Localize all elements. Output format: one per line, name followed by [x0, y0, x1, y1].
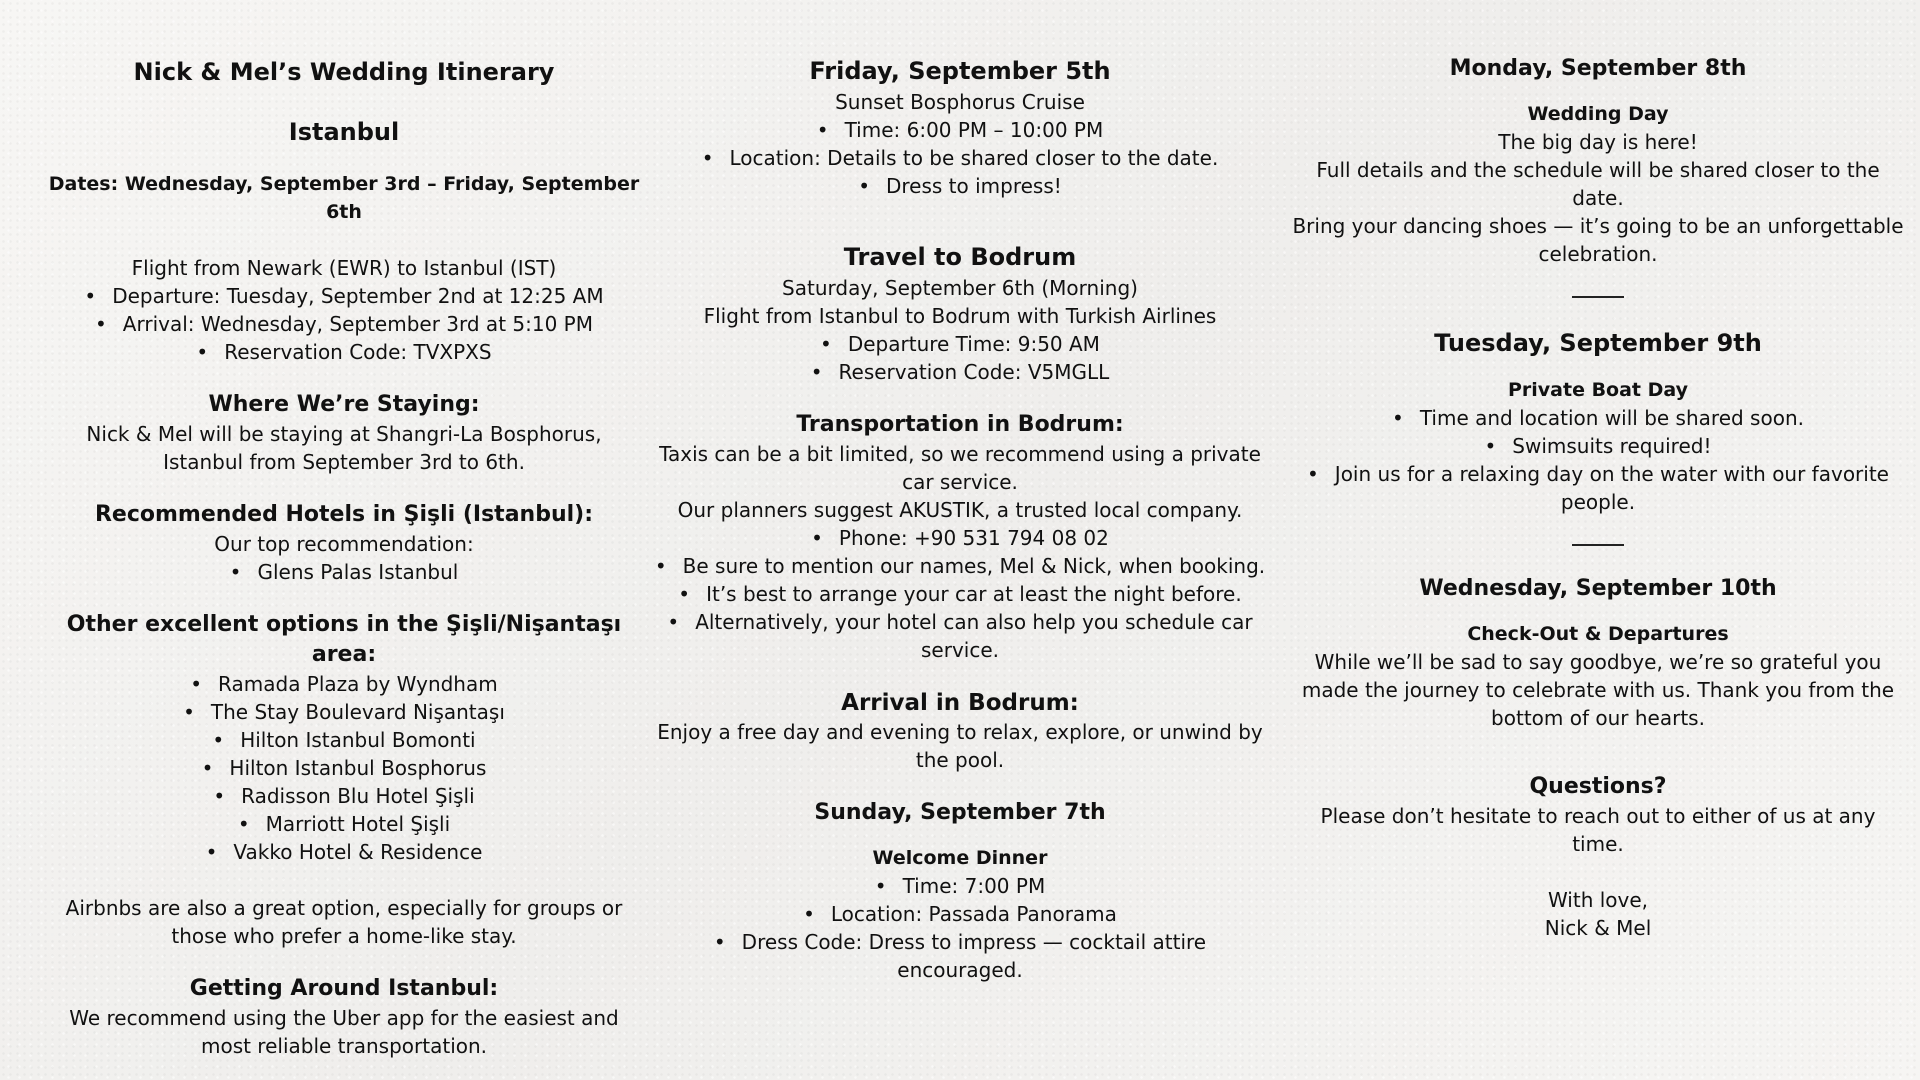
list-item: • Vakko Hotel & Residence: [46, 838, 642, 866]
transport-text-1: Taxis can be a bit limited, so we recommend using a private car service.: [659, 442, 1261, 494]
list-item: • Ramada Plaza by Wyndham: [46, 670, 642, 698]
getting-around-text: We recommend using the Uber app for the easiest and most reliable transportation.: [69, 1006, 619, 1058]
signature: Nick & Mel: [1544, 916, 1652, 940]
monday-line-2: Full details and the schedule will be shared closer to the date.: [1316, 158, 1880, 210]
flight-title: Flight from Newark (EWR) to Istanbul (IST): [131, 256, 557, 280]
list-item: • Radisson Blu Hotel Şişli: [46, 782, 642, 810]
wednesday-text: While we’ll be sad to say goodbye, we’re so grateful you made the journey to celebrate with us. Thank you from the bottom of our hearts.: [1301, 650, 1895, 730]
list-item: • The Stay Boulevard Nişantaşı: [46, 698, 642, 726]
sunday-heading: Sunday, September 7th: [814, 800, 1106, 825]
list-item: • Dress to impress!: [652, 172, 1268, 200]
list-item: • Glens Palas Istanbul: [46, 558, 642, 586]
recommended-intro: Our top recommendation:: [214, 532, 474, 556]
travel-date: Saturday, September 6th (Morning): [782, 276, 1138, 300]
other-options-heading: Other excellent options in the Şişli/Nişantaşı area:: [66, 612, 622, 667]
transport-heading: Transportation in Bodrum:: [796, 412, 1124, 437]
list-item: • Join us for a relaxing day on the water with our favorite people.: [1292, 460, 1904, 516]
column-istanbul: [46, 54, 642, 1060]
list-item: • Time: 7:00 PM: [652, 872, 1268, 900]
list-item: • Departure: Tuesday, September 2nd at 12:25 AM: [46, 282, 642, 310]
itinerary-title: Nick & Mel’s Wedding Itinerary: [133, 58, 555, 86]
list-item: • Be sure to mention our names, Mel & Nick, when booking.: [652, 552, 1268, 580]
list-item: • Alternatively, your hotel can also help you schedule car service.: [652, 608, 1268, 664]
wednesday-heading: Wednesday, September 10th: [1419, 576, 1777, 601]
questions-text: Please don’t hesitate to reach out to either of us at any time.: [1320, 804, 1876, 856]
friday-heading: Friday, September 5th: [809, 57, 1111, 85]
list-item: • Arrival: Wednesday, September 3rd at 5:10 PM: [46, 310, 642, 338]
closing-line: With love,: [1547, 888, 1649, 912]
list-item: • Reservation Code: TVXPXS: [46, 338, 642, 366]
travel-flight: Flight from Istanbul to Bodrum with Turkish Airlines: [703, 304, 1217, 328]
city-heading: Istanbul: [288, 118, 400, 146]
flight-details-list: [46, 282, 642, 366]
list-item: • Time: 6:00 PM – 10:00 PM: [652, 116, 1268, 144]
tuesday-details-list: [1292, 404, 1904, 516]
list-item: • Reservation Code: V5MGLL: [652, 358, 1268, 386]
monday-line-1: The big day is here!: [1498, 130, 1698, 154]
getting-around-heading: Getting Around Istanbul:: [189, 976, 499, 1001]
list-item: • Hilton Istanbul Bomonti: [46, 726, 642, 754]
friday-details-list: [652, 116, 1268, 200]
monday-line-3: Bring your dancing shoes — it’s going to be an unforgettable celebration.: [1292, 214, 1904, 266]
list-item: • Marriott Hotel Şişli: [46, 810, 642, 838]
wednesday-subtitle: Check-Out & Departures: [1467, 623, 1729, 645]
dates-line: Dates: Wednesday, September 3rd – Friday, September 6th: [48, 173, 640, 223]
recommended-hotels-list: [46, 558, 642, 586]
questions-heading: Questions?: [1529, 774, 1667, 799]
transport-details-list: [652, 524, 1268, 664]
list-item: • It’s best to arrange your car at least the night before.: [652, 580, 1268, 608]
monday-subtitle: Wedding Day: [1527, 103, 1669, 125]
staying-text: Nick & Mel will be staying at Shangri-La Bosphorus, Istanbul from September 3rd to 6th.: [86, 422, 602, 474]
tuesday-heading: Tuesday, September 9th: [1434, 329, 1762, 357]
list-item: • Departure Time: 9:50 AM: [652, 330, 1268, 358]
recommended-hotels-heading: Recommended Hotels in Şişli (Istanbul):: [94, 502, 594, 527]
list-item: • Hilton Istanbul Bosphorus: [46, 754, 642, 782]
list-item: • Location: Passada Panorama: [652, 900, 1268, 928]
list-item: • Dress Code: Dress to impress — cocktail attire encouraged.: [652, 928, 1268, 984]
list-item: • Time and location will be shared soon.: [1292, 404, 1904, 432]
airbnb-text: Airbnbs are also a great option, especially for groups or those who prefer a home-like stay.: [65, 896, 623, 948]
arrival-heading: Arrival in Bodrum:: [841, 690, 1079, 716]
column-bodrum: [1292, 54, 1904, 942]
friday-subtitle: Sunset Bosphorus Cruise: [835, 90, 1085, 114]
list-item: • Phone: +90 531 794 08 02: [652, 524, 1268, 552]
travel-details-list: [652, 330, 1268, 386]
tuesday-subtitle: Private Boat Day: [1507, 379, 1689, 401]
travel-heading: Travel to Bodrum: [843, 243, 1077, 271]
other-hotels-list: [46, 670, 642, 866]
transport-text-2: Our planners suggest AKUSTIK, a trusted local company.: [677, 498, 1243, 522]
list-item: • Swimsuits required!: [1292, 432, 1904, 460]
arrival-text: Enjoy a free day and evening to relax, explore, or unwind by the pool.: [657, 720, 1263, 772]
column-events: [652, 54, 1268, 984]
staying-heading: Where We’re Staying:: [208, 392, 480, 417]
list-item: • Location: Details to be shared closer to the date.: [652, 144, 1268, 172]
sunday-subtitle: Welcome Dinner: [872, 847, 1048, 869]
monday-heading: Monday, September 8th: [1449, 56, 1747, 81]
sunday-details-list: [652, 872, 1268, 984]
